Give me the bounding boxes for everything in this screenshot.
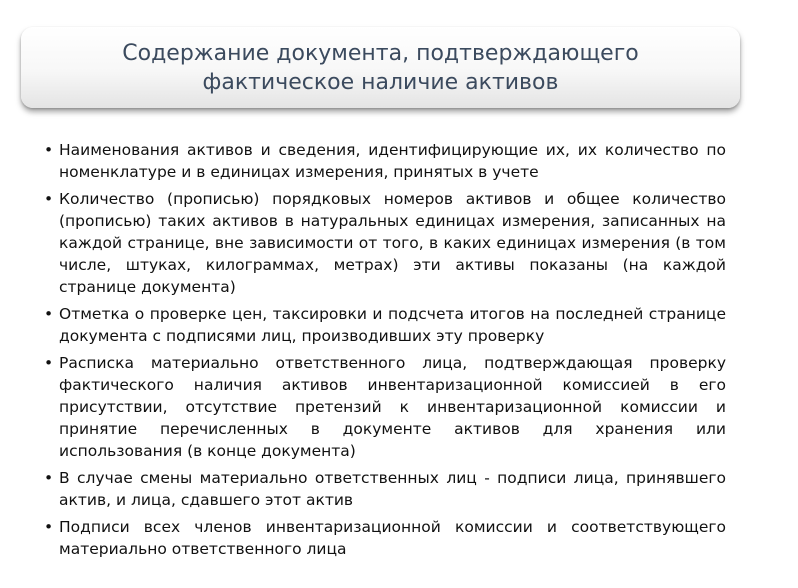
- list-item-text: Наименования активов и сведения, идентифицирующие их, их количество по номенклатуре и в единицах измерения, принятых в учете: [59, 141, 726, 181]
- bullet-icon: •: [44, 190, 54, 208]
- bullet-icon: •: [44, 518, 54, 536]
- slide-title: Содержание документа, подтверждающего фактическое наличие активов: [122, 40, 639, 95]
- bullet-list: [44, 139, 726, 560]
- list-item: [44, 303, 726, 347]
- list-item: [44, 467, 726, 511]
- list-item-text: Отметка о проверке цен, таксировки и подсчета итогов на последней странице документа с подписями лиц, производивших эту проверку: [59, 305, 726, 345]
- list-item: [44, 188, 726, 298]
- bullet-icon: •: [44, 305, 54, 323]
- list-item-text: В случае смены материально ответственных лиц - подписи лица, принявшего актив, и лица, сдавшего этот актив: [59, 469, 726, 509]
- bullet-icon: •: [44, 141, 54, 159]
- list-item-text: Подписи всех членов инвентаризационной комиссии и соответствующего материально ответственного лица: [59, 518, 726, 558]
- bullet-icon: •: [44, 354, 54, 372]
- bullet-icon: •: [44, 469, 54, 487]
- list-item-text: Количество (прописью) порядковых номеров активов и общее количество (прописью) таких активов в натуральных единицах измерения, записанных на каждой странице, вне зависимости от того, в каких единицах измерения (в том числе, штуках, килограммах, метрах) эти активы показаны (на каждой странице документа): [59, 190, 726, 296]
- list-item: [44, 139, 726, 183]
- slide-content: [44, 139, 726, 565]
- list-item-text: Расписка материально ответственного лица, подтверждающая проверку фактического наличия активов инвентаризационной комиссией в его присутствии, отсутствие претензий к инвентаризационной комиссии и принятие перечисленных в документе активов для хранения или использования (в конце документа): [59, 354, 726, 460]
- list-item: [44, 352, 726, 462]
- slide-title-box: [21, 27, 740, 108]
- list-item: [44, 516, 726, 560]
